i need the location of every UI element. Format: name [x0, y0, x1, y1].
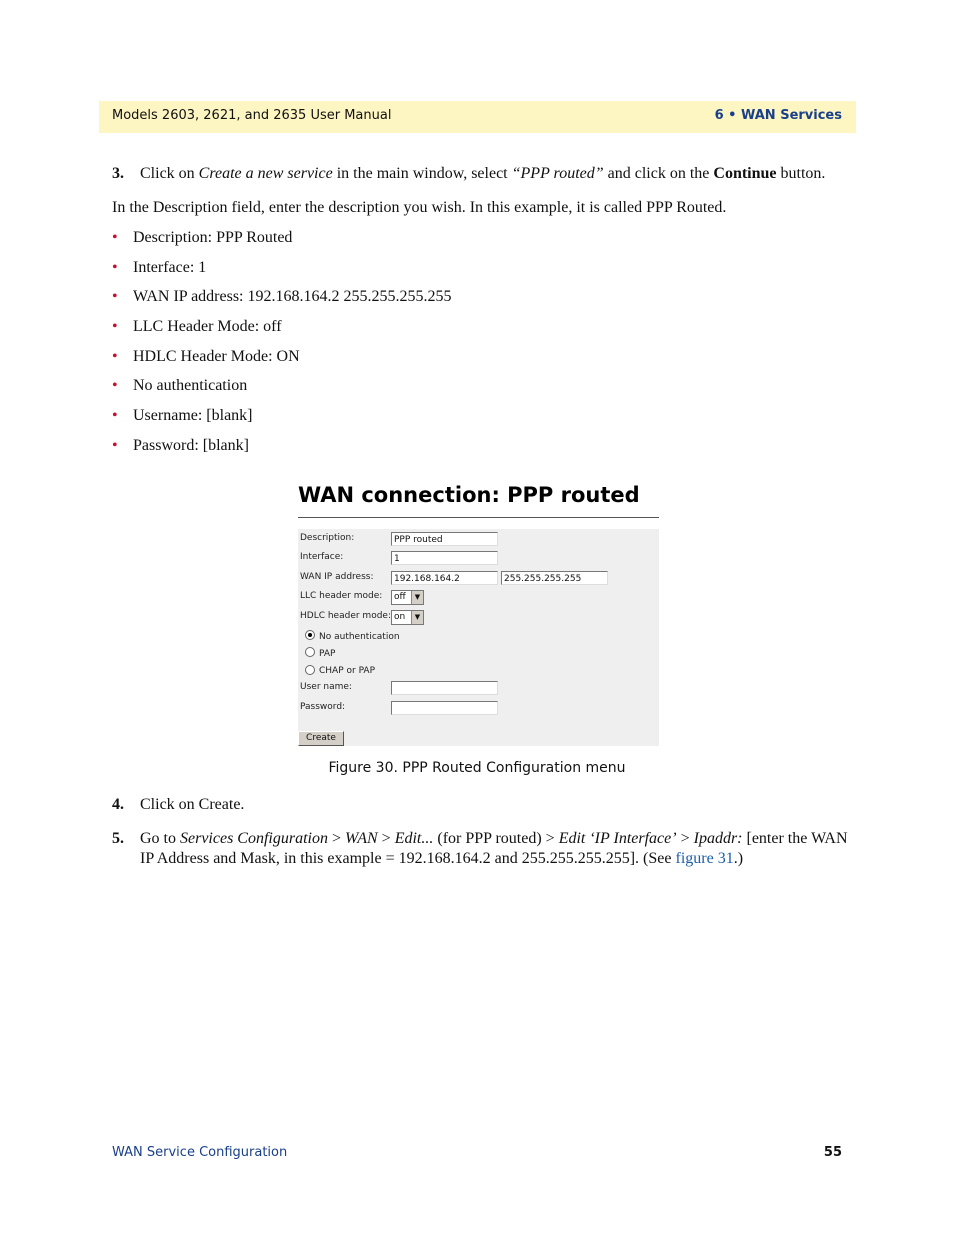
wan-ip-label: WAN IP address:: [300, 572, 374, 582]
step-text: Go to Services Configuration > WAN > Edit... (for PPP routed) > Edit ‘IP Interface’ > Ipaddr: [enter the WAN IP Address and Mask, in this example = 192.168.164.2 and 255.255.255.255]. (See figure 31.): [140, 830, 848, 867]
list-item: • Description: PPP Routed: [112, 229, 293, 246]
radio-chap-pap[interactable]: [305, 665, 315, 675]
step-number: 4.: [112, 796, 124, 813]
settings-list: [112, 228, 452, 466]
list-item: • Password: [blank]: [112, 436, 249, 454]
figure-31-link[interactable]: figure 31: [675, 850, 734, 867]
chevron-down-icon: ▼: [411, 591, 423, 604]
username-input[interactable]: [391, 681, 498, 695]
manual-title: Models 2603, 2621, and 2635 User Manual: [112, 108, 392, 123]
figure-divider: [298, 517, 659, 518]
radio-pap[interactable]: [305, 647, 315, 657]
running-header: [99, 101, 856, 133]
llc-label: LLC header mode:: [300, 591, 383, 601]
password-label: Password:: [300, 702, 346, 712]
password-input[interactable]: [391, 701, 498, 715]
figure-heading: WAN connection: PPP routed: [298, 483, 640, 507]
hdlc-mode-select[interactable]: on ▼: [391, 610, 424, 625]
radio-label: PAP: [319, 649, 336, 659]
step-text: Click on Create.: [140, 796, 245, 813]
step-number: 3.: [112, 165, 124, 182]
page-number: 55: [823, 1145, 842, 1160]
list-item: • HDLC Header Mode: ON: [112, 347, 300, 365]
intro-paragraph: In the Description field, enter the description you wish. In this example, it is called PPP Routed.: [112, 199, 727, 216]
interface-input[interactable]: 1: [391, 551, 498, 565]
list-item: • WAN IP address: 192.168.164.2 255.255.255.255: [112, 288, 452, 306]
list-item: • No authentication: [112, 377, 248, 395]
step-text: Click on Create a new service in the main window, select “PPP routed” and click on the Continue button.: [140, 165, 826, 182]
description-label: Description:: [300, 533, 355, 543]
radio-label: CHAP or PAP: [319, 666, 375, 676]
wan-config-form: [298, 529, 659, 746]
step-number: 5.: [112, 830, 124, 847]
hdlc-label: HDLC header mode:: [300, 611, 391, 621]
chapter-title: 6 • WAN Services: [714, 108, 842, 123]
radio-label: No authentication: [319, 632, 400, 642]
radio-no-auth[interactable]: [305, 630, 315, 640]
list-item: • Interface: 1: [112, 258, 207, 276]
username-label: User name:: [300, 682, 352, 692]
interface-label: Interface:: [300, 552, 344, 562]
llc-mode-select[interactable]: off ▼: [391, 590, 424, 605]
ip-address-input[interactable]: 192.168.164.2: [391, 571, 498, 585]
figure-caption: Figure 30. PPP Routed Configuration menu: [328, 760, 626, 776]
chevron-down-icon: ▼: [411, 611, 423, 624]
create-button[interactable]: Create: [298, 731, 344, 746]
footer-section-title: WAN Service Configuration: [112, 1145, 288, 1160]
list-item: • LLC Header Mode: off: [112, 318, 282, 336]
description-input[interactable]: PPP routed: [391, 532, 498, 546]
list-item: • Username: [blank]: [112, 407, 253, 425]
subnet-mask-input[interactable]: 255.255.255.255: [501, 571, 608, 585]
